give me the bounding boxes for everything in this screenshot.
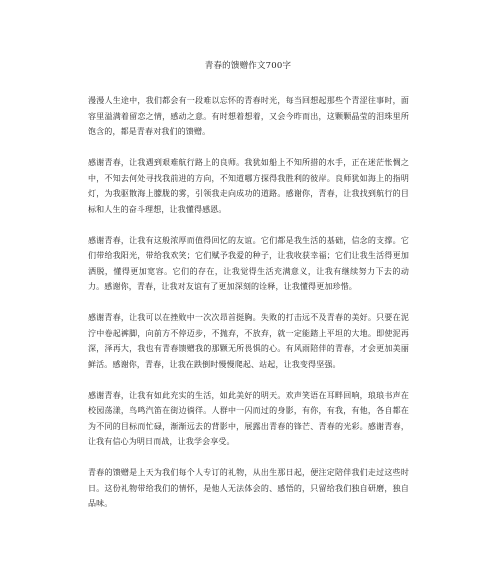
paragraph-1: 漫漫人生途中，我们都会有一段难以忘怀的青春时光，每当回想起那些个青涩往事时，面容里溢满着留恋之情，感动之意。有时想着想着，又会今昨而出，这颗颗晶莹的泪珠里所饱含的，都是青春对我们的馈赠。 (88, 96, 409, 136)
document-title: 青春的馈赠作文700字 (204, 61, 292, 71)
paragraph-5: 感谢青春，让我有如此充实的生活，如此美好的明天。欢声笑语在耳畔回响，琅琅书声在校园荡漾，鸟鸣汽笛在街边徜徉。人群中一闪而过的身影，有你，有我，有他，各自都在为不同的目标而忙碌，渐渐远去的背影中，展露出青春的锋芒、青春的光彩。感谢青春，让我有信心为明日而战，让我学会享受。 (88, 390, 409, 446)
document-body (88, 93, 409, 527)
paragraph-6: 青春的馈赠是上天为我们每个人专订的礼物，从出生那日起，便注定陪伴我们走过这些时日。这份礼物带给我们的情怀，是他人无法体会的、感悟的，只留给我们独自研磨，独自品味。 (88, 468, 409, 508)
paragraph-2: 感谢青春，让我遇到艰难航行路上的良师。我犹如船上不知所措的水手，正在迷茫怅惆之中，不知去何处寻找我前进的方向，不知道哪方探得我胜利的彼岸。良师犹如海上的指明灯，为我驱散海上朦胧的雾，引领我走向成功的道路。感谢你，青春，让我找到航行的目标和人生的奋斗理想，让我懂得感恩。 (88, 158, 409, 214)
paragraph-3: 感谢青春，让我有这般浓厚而值得回忆的友谊。它们都是我生活的基础，信念的支撑。它们带给我阳光，带给我欢笑；它们赋予我爱的种子，让我收获幸福；它们让我生活得更加洒脱，懂得更加宽容。它们的存在，让我觉得生活充满意义，让我有继续努力下去的动力。感谢你，青春，让我对友谊有了更加深刻的诠释，让我懂得更加珍惜。 (88, 235, 409, 291)
paragraph-4: 感谢青春，让我可以在挫败中一次次昂首挺胸。失败的打击远不及青春的美好。只要在泥泞中卷起裤脚，向前方不停迈步，不抛弃，不放弃，就一定能踏上平坦的大地。即使泥再深，泽再大，我也有青春馈赠我的那颗无所畏惧的心。有风雨陪伴的青春，才会更加美丽鲜活。感谢你，青春，让我在跌倒时慢慢爬起、站起，让我变得坚强。 (88, 313, 409, 369)
